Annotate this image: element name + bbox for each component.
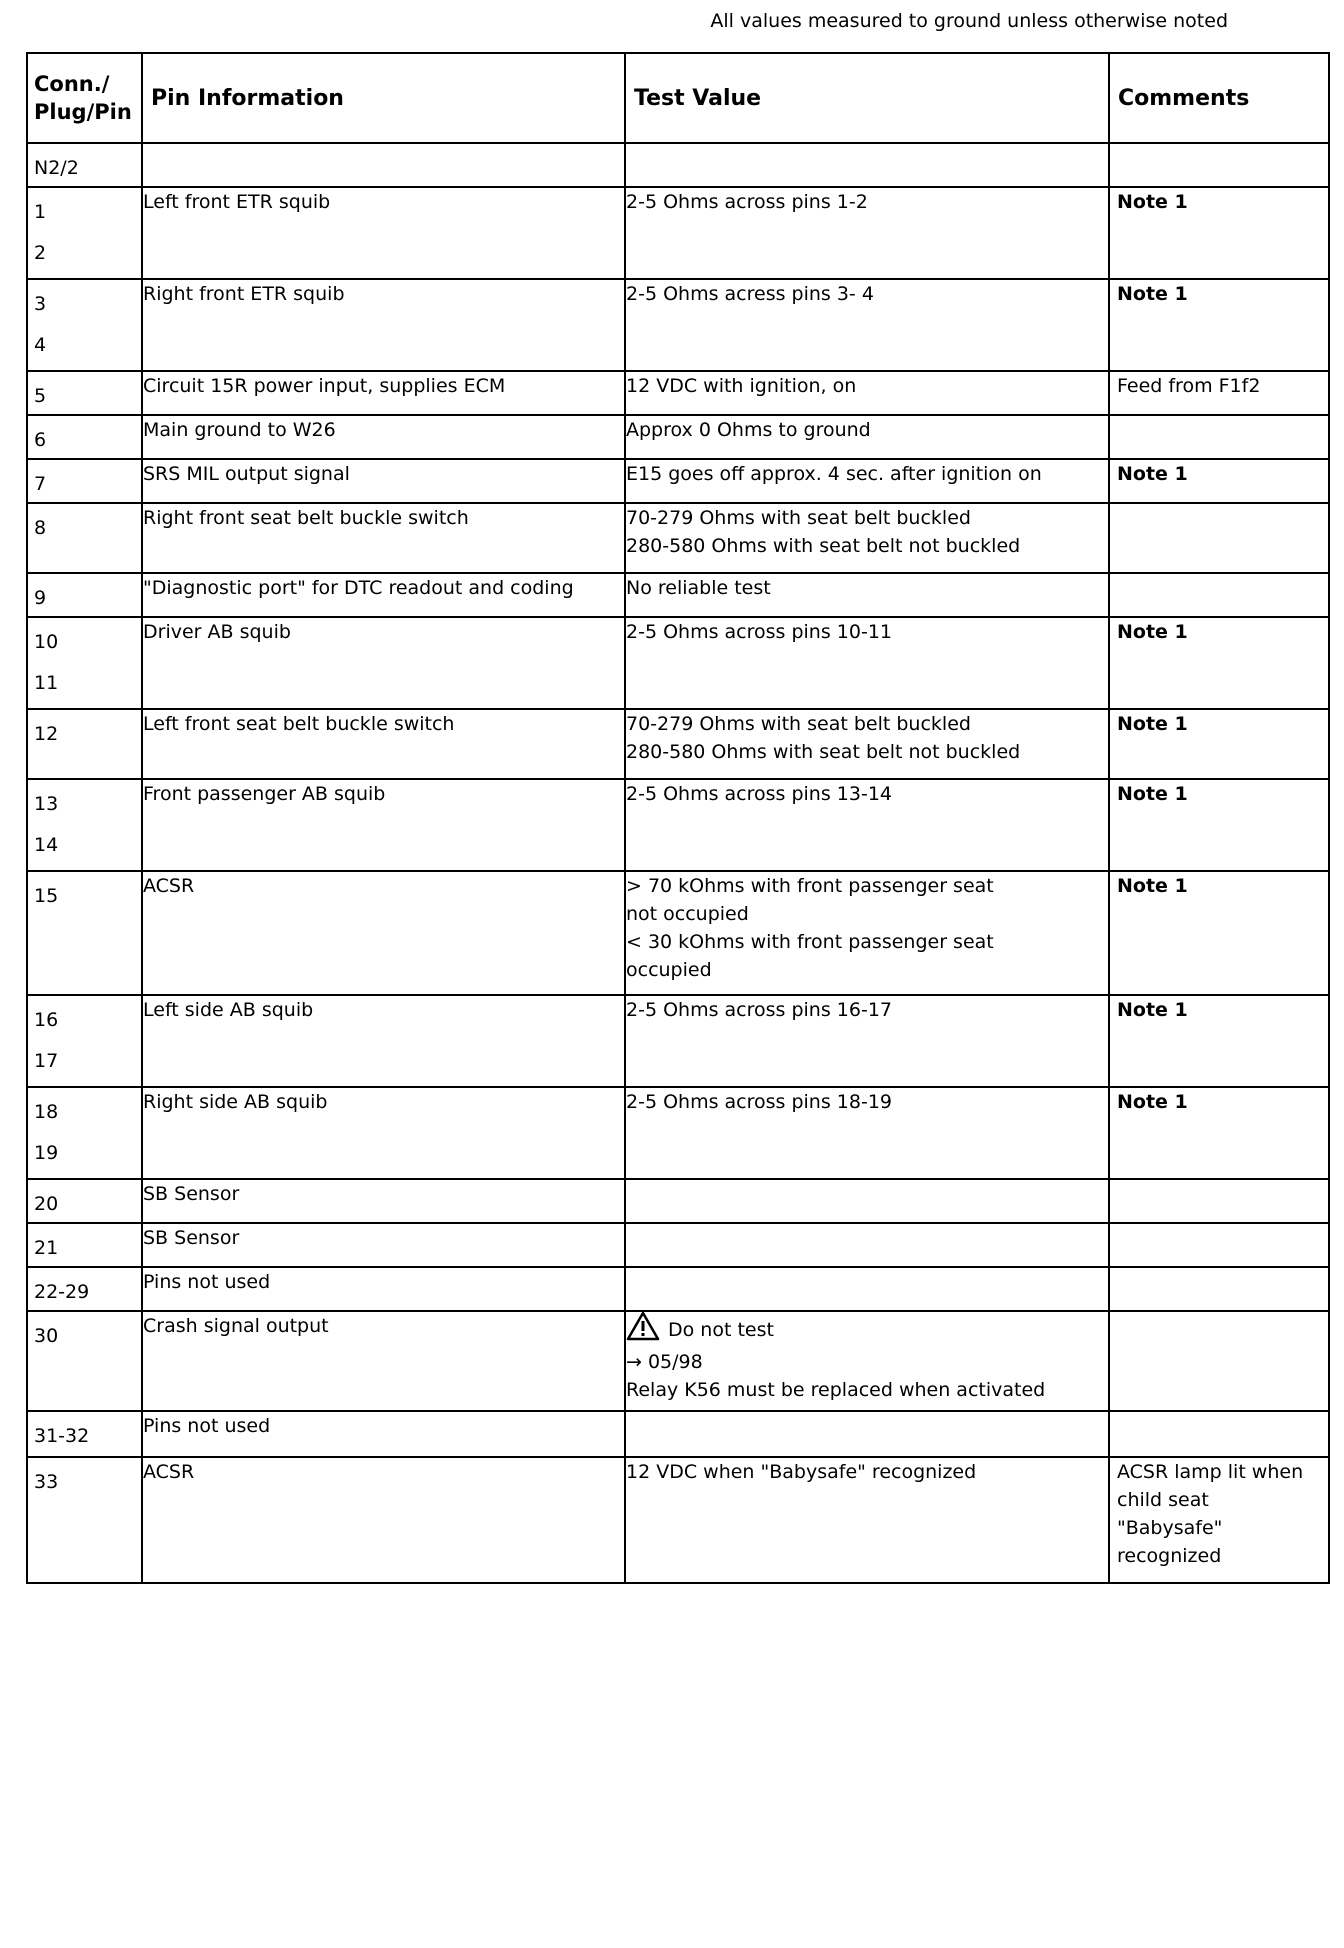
test-value-line: 280-580 Ohms with seat belt not buckled xyxy=(626,535,1021,557)
pin-info-cell xyxy=(142,709,625,779)
pin-number: 12 xyxy=(34,723,59,745)
comment-line: Note 1 xyxy=(1117,875,1188,897)
comment-cell xyxy=(1109,1087,1329,1179)
pin-info: Driver AB squib xyxy=(143,621,291,643)
comment-cell xyxy=(1109,709,1329,779)
pin-info: "Diagnostic port" for DTC readout and coding xyxy=(143,577,574,599)
test-value-cell xyxy=(625,709,1109,779)
test-value-cell xyxy=(625,503,1109,573)
test-value-cell xyxy=(625,1179,1109,1223)
pin-number: 16 xyxy=(34,1009,59,1031)
pin-number: 20 xyxy=(34,1193,59,1215)
test-value-cell xyxy=(625,143,1109,187)
table-row xyxy=(27,503,1329,573)
pin-info-cell xyxy=(142,187,625,279)
table-row xyxy=(27,371,1329,415)
test-value-line: < 30 kOhms with front passenger seat xyxy=(626,931,994,953)
pin-info-cell xyxy=(142,1311,625,1411)
test-value-line: E15 goes off approx. 4 sec. after ignition on xyxy=(626,463,1042,485)
comment-cell xyxy=(1109,503,1329,573)
comment-line: child seat xyxy=(1117,1489,1209,1511)
pin-info-cell xyxy=(142,415,625,459)
table-row xyxy=(27,709,1329,779)
comment-cell xyxy=(1109,871,1329,995)
test-value-line: 280-580 Ohms with seat belt not buckled xyxy=(626,741,1021,763)
pin-cell xyxy=(27,871,142,995)
comment-cell xyxy=(1109,573,1329,617)
pin-info-cell xyxy=(142,1087,625,1179)
warning-icon xyxy=(626,1311,660,1349)
test-value-line: 70-279 Ohms with seat belt buckled xyxy=(626,713,971,735)
table-row xyxy=(27,415,1329,459)
pin-info-cell xyxy=(142,995,625,1087)
test-value-cell xyxy=(625,415,1109,459)
pin-cell xyxy=(27,1457,142,1583)
table-row xyxy=(27,279,1329,371)
pin-info: Right side AB squib xyxy=(143,1091,328,1113)
test-value-cell xyxy=(625,871,1109,995)
pin-number: 5 xyxy=(34,385,47,407)
pin-cell xyxy=(27,503,142,573)
pin-number: 15 xyxy=(34,885,59,907)
pin-cell xyxy=(27,371,142,415)
test-value-cell xyxy=(625,1087,1109,1179)
test-value-cell xyxy=(625,995,1109,1087)
comment-line: Feed from F1f2 xyxy=(1117,375,1261,397)
test-value-cell xyxy=(625,1311,1109,1411)
comment-cell xyxy=(1109,1223,1329,1267)
test-value-cell xyxy=(625,279,1109,371)
comment-cell xyxy=(1109,779,1329,871)
comment-cell xyxy=(1109,1457,1329,1583)
comment-line: recognized xyxy=(1117,1545,1222,1567)
test-value-cell xyxy=(625,459,1109,503)
header-conn-line2: Plug/Pin xyxy=(34,100,132,124)
pin-number: 19 xyxy=(34,1142,59,1164)
pin-info-cell xyxy=(142,1457,625,1583)
comment-cell xyxy=(1109,617,1329,709)
comment-line: ACSR lamp lit when xyxy=(1117,1461,1304,1483)
test-value-line: 2-5 Ohms across pins 1-2 xyxy=(626,191,868,213)
test-value-line: 2-5 Ohms across pins 13-14 xyxy=(626,783,892,805)
test-value-cell xyxy=(625,573,1109,617)
comment-line: Note 1 xyxy=(1117,713,1188,735)
test-value-line: No reliable test xyxy=(626,577,771,599)
table-row xyxy=(27,143,1329,187)
pin-number: 21 xyxy=(34,1237,59,1259)
pin-cell xyxy=(27,1179,142,1223)
comment-line: Note 1 xyxy=(1117,1091,1188,1113)
test-value-cell xyxy=(625,779,1109,871)
pin-table xyxy=(26,52,1330,1584)
pin-info: Left front ETR squib xyxy=(143,191,331,213)
test-value-line: occupied xyxy=(626,959,712,981)
pin-info: ACSR xyxy=(143,875,195,897)
table-row xyxy=(27,779,1329,871)
pin-info-cell xyxy=(142,871,625,995)
table-row xyxy=(27,617,1329,709)
comment-cell xyxy=(1109,415,1329,459)
comment-cell xyxy=(1109,1411,1329,1457)
header-conn-line1: Conn./ xyxy=(34,72,110,96)
pin-info: Main ground to W26 xyxy=(143,419,336,441)
test-value-cell xyxy=(625,1411,1109,1457)
test-value-line: > 70 kOhms with front passenger seat xyxy=(626,875,994,897)
table-row xyxy=(27,1457,1329,1583)
test-value-line: Approx 0 Ohms to ground xyxy=(626,419,871,441)
test-value-line: 2-5 Ohms acress pins 3- 4 xyxy=(626,283,874,305)
comment-cell xyxy=(1109,1179,1329,1223)
pin-number: 30 xyxy=(34,1325,59,1347)
pin-number: 17 xyxy=(34,1050,59,1072)
pin-number: 22-29 xyxy=(34,1281,90,1303)
pin-number: 1 xyxy=(34,201,47,223)
table-row xyxy=(27,1311,1329,1411)
pin-info-cell xyxy=(142,1267,625,1311)
pin-number: 7 xyxy=(34,473,47,495)
pin-info: Left side AB squib xyxy=(143,999,314,1021)
pin-cell xyxy=(27,1267,142,1311)
table-row xyxy=(27,995,1329,1087)
comment-cell xyxy=(1109,143,1329,187)
comment-line: Note 1 xyxy=(1117,783,1188,805)
warning-text: Do not test xyxy=(668,1319,774,1341)
table-row xyxy=(27,871,1329,995)
comment-cell xyxy=(1109,995,1329,1087)
table-row xyxy=(27,187,1329,279)
pin-info-cell xyxy=(142,617,625,709)
comment-cell xyxy=(1109,187,1329,279)
comment-cell xyxy=(1109,371,1329,415)
comment-cell xyxy=(1109,1311,1329,1411)
header-conn xyxy=(27,53,142,143)
pin-number: 33 xyxy=(34,1471,59,1493)
pin-info-cell xyxy=(142,1223,625,1267)
table-row xyxy=(27,1267,1329,1311)
comment-line: Note 1 xyxy=(1117,621,1188,643)
pin-info: Pins not used xyxy=(143,1271,271,1293)
pin-info-cell xyxy=(142,279,625,371)
header-comments: Comments xyxy=(1109,53,1329,143)
test-value-cell xyxy=(625,1223,1109,1267)
pin-number: 3 xyxy=(34,293,47,315)
comment-line: Note 1 xyxy=(1117,283,1188,305)
test-value-line: 2-5 Ohms across pins 18-19 xyxy=(626,1091,892,1113)
header-pin-info: Pin Information xyxy=(142,53,625,143)
table-row xyxy=(27,1087,1329,1179)
pin-info-cell xyxy=(142,573,625,617)
test-value-cell xyxy=(625,371,1109,415)
comment-line: "Babysafe" xyxy=(1117,1517,1223,1539)
pin-cell xyxy=(27,187,142,279)
test-value-line: 2-5 Ohms across pins 10-11 xyxy=(626,621,892,643)
pin-info-cell xyxy=(142,143,625,187)
test-value-line: 70-279 Ohms with seat belt buckled xyxy=(626,507,971,529)
pin-cell xyxy=(27,1223,142,1267)
test-value-line: → 05/98 xyxy=(626,1351,703,1373)
test-value-line: 2-5 Ohms across pins 16-17 xyxy=(626,999,892,1021)
measurement-note: All values measured to ground unless otherwise noted xyxy=(710,10,1228,32)
pin-info: Crash signal output xyxy=(143,1315,329,1337)
comment-line: Note 1 xyxy=(1117,999,1188,1021)
test-value-cell xyxy=(625,1267,1109,1311)
pin-cell xyxy=(27,573,142,617)
header-row xyxy=(27,53,1329,143)
pin-number: 18 xyxy=(34,1101,59,1123)
table-row xyxy=(27,573,1329,617)
pin-info-cell xyxy=(142,1411,625,1457)
pin-info-cell xyxy=(142,1179,625,1223)
table-row xyxy=(27,1179,1329,1223)
pin-number: 6 xyxy=(34,429,47,451)
pin-info: ACSR xyxy=(143,1461,195,1483)
table-row xyxy=(27,1223,1329,1267)
pin-info: SRS MIL output signal xyxy=(143,463,350,485)
comment-line: Note 1 xyxy=(1117,191,1188,213)
pin-number: 11 xyxy=(34,672,59,694)
pin-info-cell xyxy=(142,779,625,871)
pin-cell xyxy=(27,279,142,371)
pin-cell xyxy=(27,1411,142,1457)
pin-number: 9 xyxy=(34,587,47,609)
header-test-value: Test Value xyxy=(625,53,1109,143)
pin-cell xyxy=(27,709,142,779)
test-value-line: not occupied xyxy=(626,903,749,925)
pin-info: Right front ETR squib xyxy=(143,283,345,305)
pin-info: Front passenger AB squib xyxy=(143,783,386,805)
pin-info-cell xyxy=(142,503,625,573)
test-value-line xyxy=(626,1312,774,1348)
pin-info: Right front seat belt buckle switch xyxy=(143,507,469,529)
pin-info: Left front seat belt buckle switch xyxy=(143,713,455,735)
test-value-cell xyxy=(625,187,1109,279)
pin-info: SB Sensor xyxy=(143,1227,240,1249)
test-value-line: 12 VDC with ignition, on xyxy=(626,375,857,397)
test-value-cell xyxy=(625,617,1109,709)
pin-number: 2 xyxy=(34,242,47,264)
pin-number: 14 xyxy=(34,834,59,856)
pin-cell xyxy=(27,143,142,187)
comment-cell xyxy=(1109,459,1329,503)
comment-cell xyxy=(1109,279,1329,371)
pin-number: N2/2 xyxy=(34,157,79,179)
pin-cell xyxy=(27,779,142,871)
pin-number: 10 xyxy=(34,631,59,653)
pin-cell xyxy=(27,459,142,503)
test-value-line: 12 VDC when "Babysafe" recognized xyxy=(626,1461,977,1483)
pin-info-cell xyxy=(142,371,625,415)
pin-cell xyxy=(27,415,142,459)
table-row xyxy=(27,1411,1329,1457)
table-row xyxy=(27,459,1329,503)
pin-cell xyxy=(27,995,142,1087)
pin-number: 8 xyxy=(34,517,47,539)
pin-info: SB Sensor xyxy=(143,1183,240,1205)
comment-line: Note 1 xyxy=(1117,463,1188,485)
comment-cell xyxy=(1109,1267,1329,1311)
test-value-cell xyxy=(625,1457,1109,1583)
test-value-line: Relay K56 must be replaced when activated xyxy=(626,1379,1046,1401)
pin-cell xyxy=(27,617,142,709)
pin-number: 31-32 xyxy=(34,1425,90,1447)
pin-info-cell xyxy=(142,459,625,503)
pin-cell xyxy=(27,1087,142,1179)
pin-info: Pins not used xyxy=(143,1415,271,1437)
pin-number: 13 xyxy=(34,793,59,815)
pin-cell xyxy=(27,1311,142,1411)
pin-number: 4 xyxy=(34,334,47,356)
pin-info: Circuit 15R power input, supplies ECM xyxy=(143,375,506,397)
